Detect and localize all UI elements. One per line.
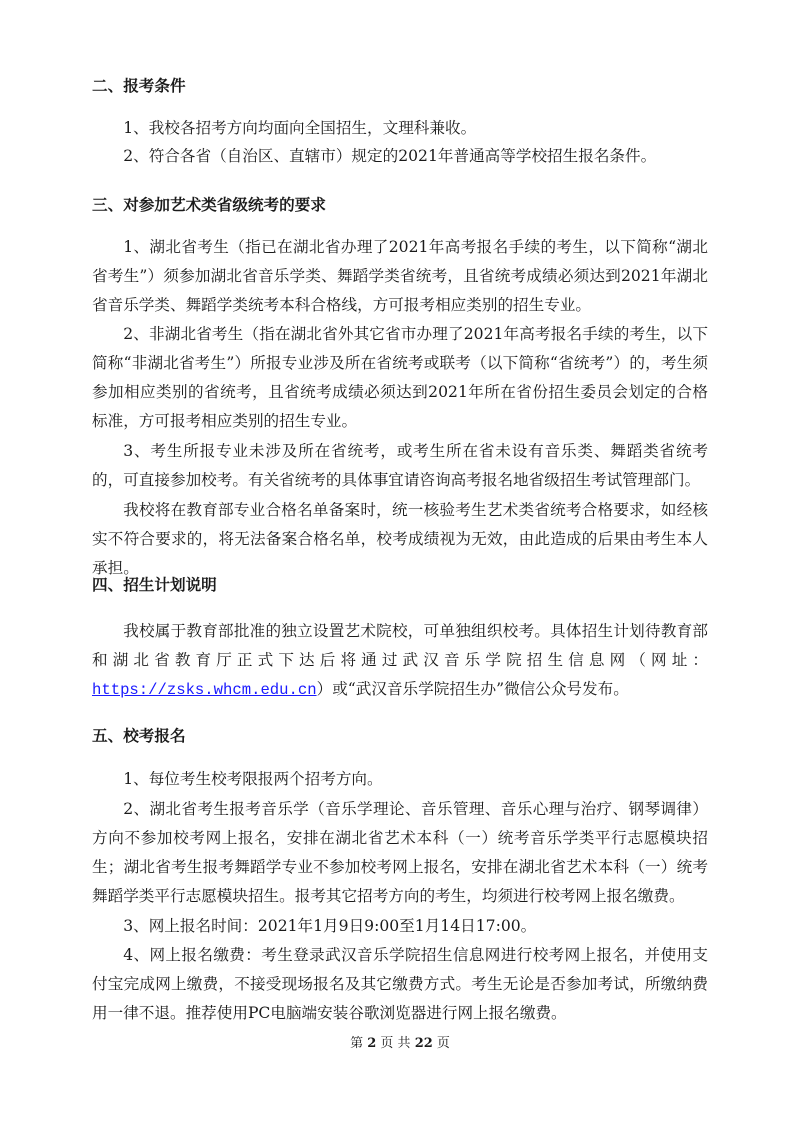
text: 我校属于教育部批准的独立设置艺术院校，可单独组织校考。具体招生计划待教育部和湖北省教育厅正式下达后将通过武汉音乐学院招生信息网（网址： <box>92 622 708 669</box>
paragraph: 1、每位考生校考限报两个招考方向。 <box>123 770 383 788</box>
paragraph <box>92 617 708 705</box>
paragraph: 3、网上报名时间：2021年1月9日9:00至1月14日17:00。 <box>123 917 537 935</box>
paragraph: 1、我校各招考方向均面向全国招生，文理科兼收。 <box>123 119 477 137</box>
footer-text: 第 <box>350 1036 364 1051</box>
page-number: 2 <box>367 1036 377 1051</box>
footer-text: 页 共 <box>380 1036 411 1051</box>
page-total: 22 <box>414 1036 433 1051</box>
paragraph: 3、考生所报专业未涉及所在省统考，或考生所在省未设有音乐类、舞蹈类省统考的，可直接参加校考。有关省统考的具体事宜请咨询高考报名地省级招生考试管理部门。 <box>92 442 708 489</box>
heading-section-5: 五、校考报名 <box>92 727 186 745</box>
heading-section-3: 三、对参加艺术类省级统考的要求 <box>92 196 326 214</box>
page-footer <box>0 1032 800 1051</box>
paragraph: 我校将在教育部专业合格名单备案时，统一核验考生艺术类省统考合格要求，如经核实不符合要求的，将无法备案合格名单，校考成绩视为无效，由此造成的后果由考生本人承担。 <box>92 501 708 577</box>
paragraph: 2、非湖北省考生（指在湖北省外其它省市办理了2021年高考报名手续的考生，以下简称“非湖北省考生”）所报专业涉及所在省统考或联考（以下简称“省统考”）的，考生须参加相应类别的省统考，且省统考成绩必须达到2021年所在省份招生委员会划定的合格标准，方可报考相应类别的招生专业。 <box>92 325 708 430</box>
paragraph: 2、符合各省（自治区、直辖市）规定的2021年普通高等学校招生报名条件。 <box>123 147 657 165</box>
heading-section-4: 四、招生计划说明 <box>92 576 217 594</box>
heading-section-2: 二、报考条件 <box>92 77 186 95</box>
paragraph: 1、湖北省考生（指已在湖北省办理了2021年高考报名手续的考生，以下简称“湖北省考生”）须参加湖北省音乐学类、舞蹈学类省统考，且省统考成绩必须达到2021年湖北省音乐学类、舞蹈学类统考本科合格线，方可报考相应类别的招生专业。 <box>92 238 708 314</box>
admissions-website-link[interactable]: https://zsks.whcm.edu.cn <box>92 681 317 699</box>
paragraph: 2、湖北省考生报考音乐学（音乐学理论、音乐管理、音乐心理与治疗、钢琴调律）方向不参加校考网上报名，安排在湖北省艺术本科（一）统考音乐学类平行志愿模块招生；湖北省考生报考舞蹈学专业不参加校考网上报名，安排在湖北省艺术本科（一）统考舞蹈学类平行志愿模块招生。报考其它招考方向的考生，均须进行校考网上报名缴费。 <box>92 800 708 905</box>
paragraph: 4、网上报名缴费：考生登录武汉音乐学院招生信息网进行校考网上报名，并使用支付宝完成网上缴费，不接受现场报名及其它缴费方式。考生无论是否参加考试，所缴纳费用一律不退。推荐使用PC电脑端安装谷歌浏览器进行网上报名缴费。 <box>92 946 708 1022</box>
text: ）或“武汉音乐学院招生办”微信公众号发布。 <box>316 680 629 698</box>
footer-text: 页 <box>436 1036 450 1051</box>
